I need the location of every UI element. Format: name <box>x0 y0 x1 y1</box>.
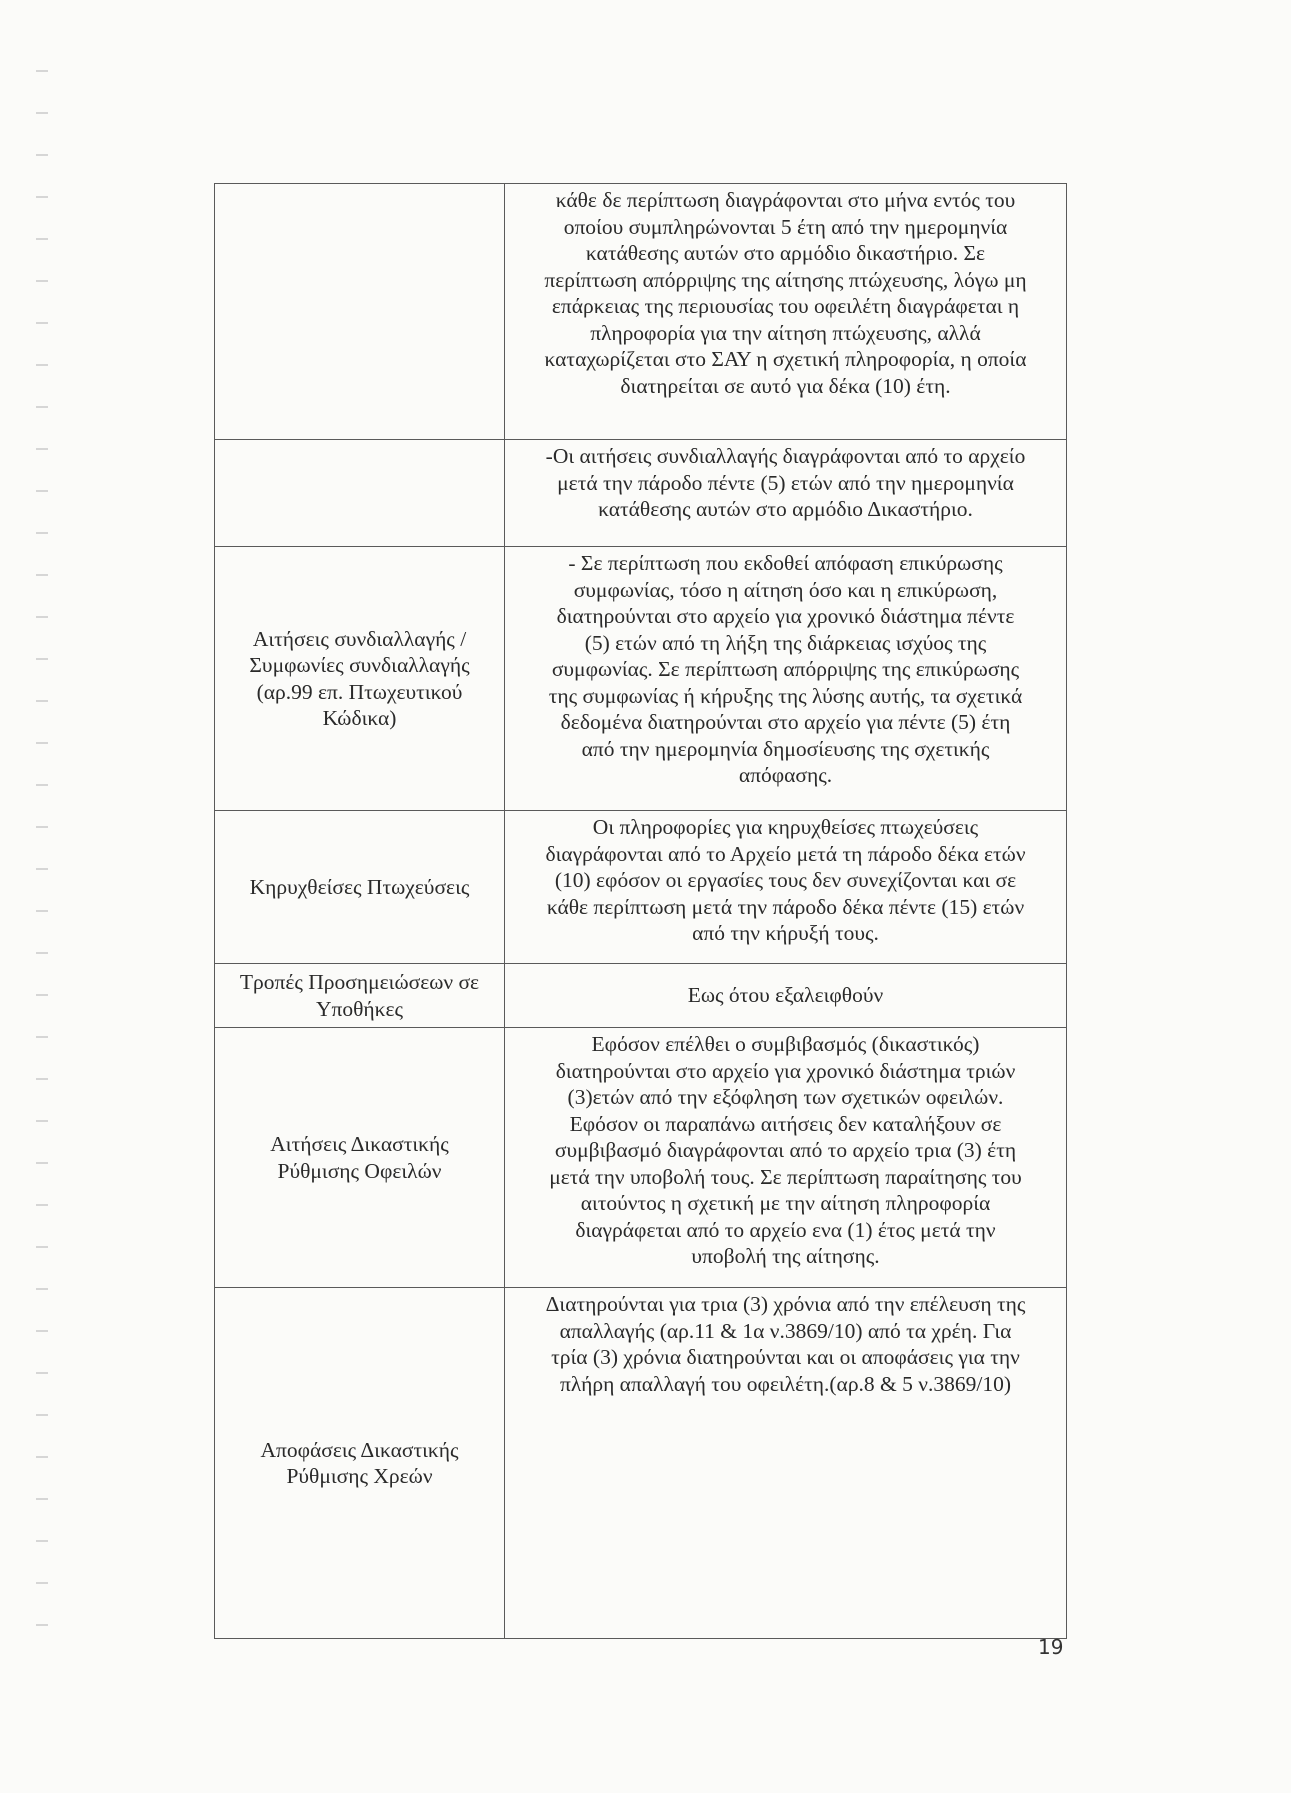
scan-mark <box>36 1624 48 1626</box>
scan-mark <box>36 742 48 744</box>
retention-period-cell <box>505 811 1067 964</box>
retention-period-cell <box>505 964 1067 1028</box>
table-row <box>215 1028 1067 1288</box>
scan-mark <box>36 154 48 156</box>
record-type-line: (αρ.99 επ. Πτωχευτικού <box>256 679 463 704</box>
retention-table-body <box>215 184 1067 1639</box>
retention-text-line: αιτούντος η σχετική με την αίτηση πληροφορία <box>580 1191 991 1215</box>
table-row <box>215 440 1067 547</box>
scan-mark <box>36 574 48 576</box>
scan-mark <box>36 280 48 282</box>
retention-period-cell <box>505 440 1067 547</box>
retention-text-line: κάθε δε περίπτωση διαγράφονται στο μήνα εντός του <box>555 188 1016 212</box>
retention-text-line: διατηρείται σε αυτό για δέκα (10) έτη. <box>620 373 951 398</box>
retention-text-line: δεδομένα διατηρούνται στο αρχείο για πέντε (5) έτη <box>560 710 1011 734</box>
table-row <box>215 184 1067 440</box>
retention-text-line: μετά την υποβολή τους. Σε περίπτωση παραίτησης του <box>549 1164 1022 1189</box>
scan-mark <box>36 1456 48 1458</box>
scan-mark <box>36 1372 48 1374</box>
record-type-cell <box>215 184 505 440</box>
retention-text-line: οποίου συμπληρώνονται 5 έτη από την ημερομηνία <box>563 214 1008 239</box>
retention-text-line: πληροφορία για την αίτηση πτώχευσης, αλλά <box>590 320 981 345</box>
scan-mark <box>36 196 48 198</box>
record-type-cell <box>215 1028 505 1288</box>
record-type-line: Ρύθμισης Χρεών <box>286 1464 433 1488</box>
record-type-line: Αιτήσεις συνδιαλλαγής / <box>252 626 467 651</box>
scan-mark <box>36 406 48 408</box>
retention-text-line: Εφόσον οι παραπάνω αιτήσεις δεν καταλήξουν σε <box>569 1111 1002 1136</box>
record-type-cell <box>215 440 505 547</box>
retention-text-line: περίπτωση απόρριψης της αίτησης πτώχευσης, λόγω μη <box>544 267 1027 292</box>
scan-mark <box>36 448 48 450</box>
scan-mark <box>36 826 48 828</box>
scan-mark <box>36 112 48 114</box>
scan-mark <box>36 1414 48 1416</box>
retention-text-line: Οι πληροφορίες για κηρυχθείσες πτωχεύσεις <box>592 815 979 839</box>
record-type-line: Τροπές Προσημειώσεων σε <box>239 970 480 994</box>
scan-mark <box>36 1078 48 1080</box>
scan-mark <box>36 700 48 702</box>
retention-text-line: από την κήρυξή τους. <box>692 921 879 945</box>
retention-text-line: μετά την πάροδο πέντε (5) ετών από την ημερομηνία <box>557 470 1014 495</box>
retention-text-line: - Σε περίπτωση που εκδοθεί απόφαση επικύρωσης <box>568 551 1003 575</box>
table-row <box>215 964 1067 1028</box>
record-type-line: Συμφωνίες συνδιαλλαγής <box>249 653 470 677</box>
scan-mark <box>36 616 48 618</box>
page-number: 19 <box>1038 1635 1064 1659</box>
retention-text-line: υποβολή της αίτησης. <box>691 1244 880 1268</box>
scan-mark <box>36 1246 48 1248</box>
record-type-cell <box>215 1288 505 1639</box>
scan-margin-marks <box>36 70 50 1670</box>
record-type-line: Ρύθμισης Οφειλών <box>277 1158 442 1183</box>
scan-mark <box>36 1582 48 1584</box>
scan-mark <box>36 868 48 870</box>
scan-mark <box>36 1498 48 1500</box>
scan-mark <box>36 952 48 954</box>
scan-mark <box>36 238 48 240</box>
scan-mark <box>36 70 48 72</box>
record-type-line: Αποφάσεις Δικαστικής <box>260 1437 459 1462</box>
retention-text-line: κάθε περίπτωση μετά την πάροδο δέκα πέντε (15) ετών <box>546 894 1025 919</box>
table-row <box>215 547 1067 811</box>
scan-mark <box>36 1162 48 1164</box>
scan-mark <box>36 910 48 912</box>
retention-period-cell <box>505 547 1067 811</box>
record-type-line: Κώδικα) <box>322 706 397 730</box>
retention-text-line: κατάθεσης αυτών στο αρμόδιο δικαστήριο. Σε <box>585 241 986 265</box>
scan-mark <box>36 490 48 492</box>
retention-period-cell <box>505 1028 1067 1288</box>
retention-text-line: -Οι αιτήσεις συνδιαλλαγής διαγράφονται από το αρχείο <box>545 444 1026 468</box>
retention-text-line: πλήρη απαλλαγή του οφειλέτη.(αρ.8 & 5 ν.3869/10) <box>560 1371 1011 1396</box>
scan-mark <box>36 322 48 324</box>
record-type-cell <box>215 811 505 964</box>
scan-mark <box>36 784 48 786</box>
retention-period-cell <box>505 1288 1067 1639</box>
record-type-line: Αιτήσεις Δικαστικής <box>270 1132 449 1156</box>
retention-text-line: (10) εφόσον οι εργασίες τους δεν συνεχίζονται και σε <box>554 868 1017 892</box>
retention-text-line: (3)ετών από την εξόφληση των σχετικών οφειλών. <box>567 1085 1004 1109</box>
retention-text-line: τρία (3) χρόνια διατηρούνται και οι αποφάσεις για την <box>551 1345 1020 1369</box>
retention-text-line: διατηρούνται στο αρχείο για χρονικό διάστημα τριών <box>555 1058 1016 1083</box>
retention-text-line: της συμφωνίας ή κήρυξης της λύσης αυτής, τα σχετικά <box>548 683 1023 708</box>
retention-text-line: από την ημερομηνία δημοσίευσης της σχετικής <box>581 736 990 761</box>
retention-text-line: επάρκειας της περιουσίας του οφειλέτη διαγράφεται η <box>551 294 1020 318</box>
scan-mark <box>36 994 48 996</box>
retention-text-line: καταχωρίζεται στο ΣΑΥ η σχετική πληροφορία, η οποία <box>544 347 1027 371</box>
retention-table <box>214 183 1067 1639</box>
retention-period-cell <box>505 184 1067 440</box>
retention-text-line: συμφωνίας, τόσο η αίτηση όσο και η επικύρωση, <box>573 577 998 602</box>
table-row <box>215 811 1067 964</box>
table-row <box>215 1288 1067 1639</box>
retention-text-line: συμβιβασμό διαγράφονται από το αρχείο τρια (3) έτη <box>554 1138 1017 1162</box>
retention-text-line: Εως ότου εξαλειφθούν <box>687 983 884 1008</box>
record-type-cell <box>215 964 505 1028</box>
scan-mark <box>36 1036 48 1038</box>
retention-text-line: Εφόσον επέλθει ο συμβιβασμός (δικαστικός) <box>591 1032 980 1056</box>
scan-mark <box>36 532 48 534</box>
scan-mark <box>36 1120 48 1122</box>
record-type-cell <box>215 547 505 811</box>
retention-text-line: απαλλαγής (αρ.11 & 1α ν.3869/10) από τα χρέη. Για <box>559 1318 1012 1343</box>
retention-text-line: συμφωνίας. Σε περίπτωση απόρριψης της επικύρωσης <box>551 657 1020 681</box>
scan-mark <box>36 1540 48 1542</box>
retention-text-line: διαγράφεται από το αρχείο ενα (1) έτος μετά την <box>575 1217 996 1242</box>
retention-text-line: Διατηρούνται για τρια (3) χρόνια από την επέλευση της <box>545 1292 1026 1316</box>
scan-mark <box>36 1288 48 1290</box>
retention-text-line: κατάθεσης αυτών στο αρμόδιο Δικαστήριο. <box>598 497 973 521</box>
retention-text-line: απόφασης. <box>738 763 833 787</box>
scan-mark <box>36 1330 48 1332</box>
record-type-line: Υποθήκες <box>315 996 404 1021</box>
scan-mark <box>36 1204 48 1206</box>
scan-mark <box>36 364 48 366</box>
retention-text-line: διατηρούνται στο αρχείο για χρονικό διάστημα πέντε <box>556 604 1015 628</box>
retention-text-line: διαγράφονται από το Αρχείο μετά τη πάροδο δέκα ετών <box>545 841 1026 866</box>
record-type-line: Κηρυχθείσες Πτωχεύσεις <box>249 874 470 899</box>
scan-mark <box>36 658 48 660</box>
retention-text-line: (5) ετών από τη λήξη της διάρκειας ισχύος της <box>584 630 987 655</box>
